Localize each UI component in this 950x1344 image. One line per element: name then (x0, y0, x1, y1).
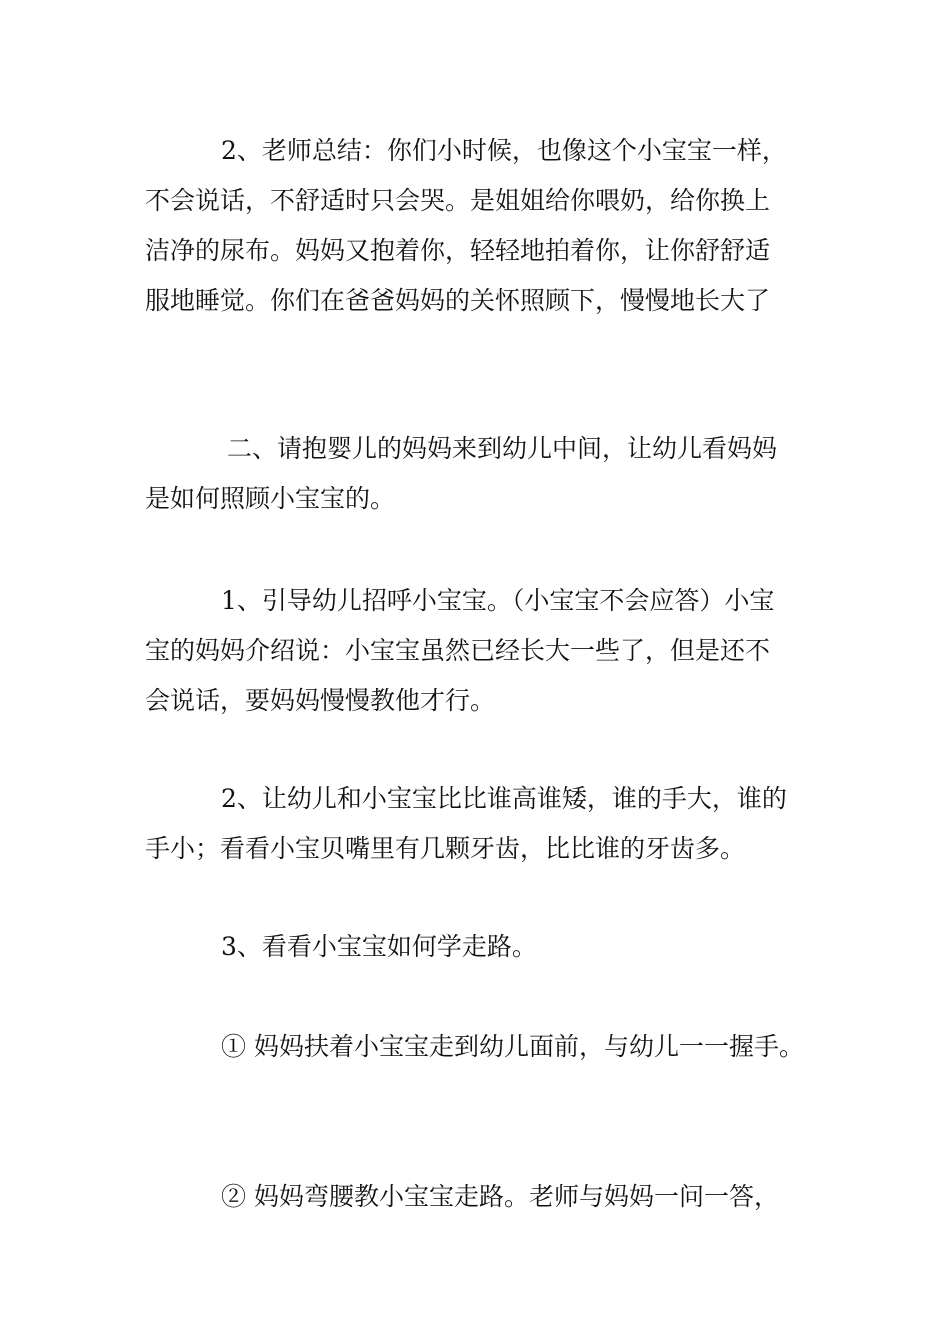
text-line: 会说话，要妈妈慢慢教他才行。 (145, 686, 496, 715)
paragraph-learn-walk (145, 922, 820, 972)
text-line: 手小；看看小宝贝嘴里有几颗牙齿，比比谁的牙齿多。 (145, 834, 746, 863)
text-line: 2、让幼儿和小宝宝比比谁高谁矮，谁的手大，谁的 (221, 784, 787, 813)
paragraph-teacher-summary (145, 126, 820, 326)
text-line: 1、引导幼儿招呼小宝宝。（小宝宝不会应答）小宝 (221, 586, 775, 615)
text-line: 二、请抱婴儿的妈妈来到幼儿中间，让幼儿看妈妈 (227, 434, 778, 463)
paragraph-compare (145, 774, 820, 874)
text-line: 洁净的尿布。妈妈又抱着你，轻轻地拍着你，让你舒舒适 (145, 236, 771, 265)
text-line: 宝的妈妈介绍说：小宝宝虽然已经长大一些了，但是还不 (145, 636, 771, 665)
text-line: 2、老师总结：你们小时候，也像这个小宝宝一样， (221, 136, 787, 165)
paragraph-greet-baby (145, 576, 820, 726)
paragraph-step-one (145, 1022, 820, 1072)
text-line: 服地睡觉。你们在爸爸妈妈的关怀照顾下，慢慢地长大了 (145, 286, 771, 315)
text-line: ① 妈妈扶着小宝宝走到幼儿面前，与幼儿一一握手。 (221, 1032, 804, 1061)
text-line: 不会说话，不舒适时只会哭。是姐姐给你喂奶，给你换上 (145, 186, 771, 215)
text-line: 是如何照顾小宝宝的。 (145, 484, 396, 513)
text-line: 3、看看小宝宝如何学走路。 (221, 932, 537, 961)
text-line: ② 妈妈弯腰教小宝宝走路。老师与妈妈一问一答， (221, 1182, 779, 1211)
paragraph-section-two (145, 424, 820, 524)
paragraph-step-two (145, 1172, 820, 1222)
